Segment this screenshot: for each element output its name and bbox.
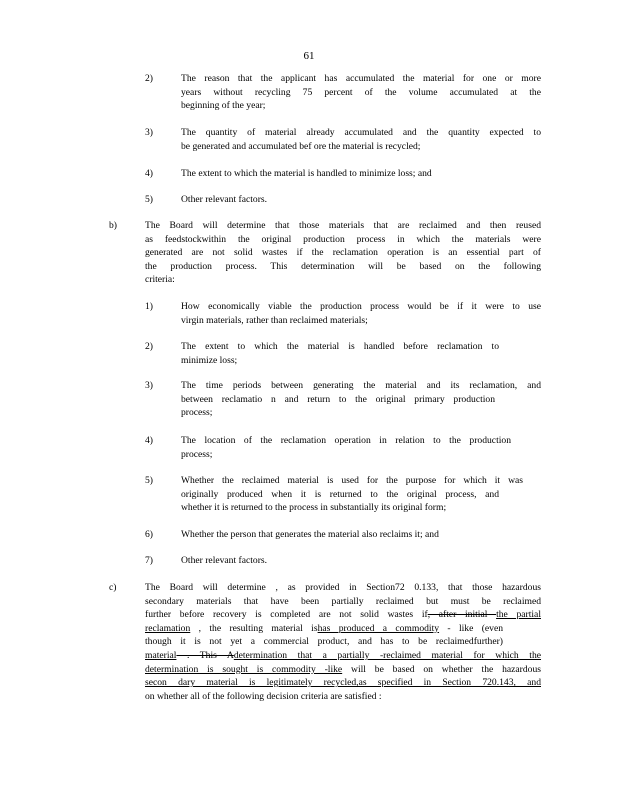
plain-text: , the resulting material is bbox=[190, 622, 318, 634]
text-line: The reason that the applicant has accumulated the material for one or more bbox=[181, 73, 541, 84]
inserted-text: determination that a partially -reclaimed material for which the bbox=[233, 649, 542, 661]
item-number: 4) bbox=[145, 435, 153, 446]
text-line: between reclamatio n and return to the original primary production bbox=[181, 393, 495, 405]
item-number: 2) bbox=[145, 73, 153, 84]
text-line: though it is not yet a commercial product, and has to be reclaimedfurther) bbox=[145, 636, 503, 648]
item-text bbox=[181, 528, 541, 542]
item-text bbox=[181, 474, 541, 515]
item-number: 6) bbox=[145, 529, 153, 540]
inserted-text: reclamation bbox=[145, 622, 191, 634]
text-line: secon dary material is legitimately recycled,as specified in Section 720.143, and bbox=[145, 677, 541, 689]
text-line: on whether all of the following decision criteria are satisfied : bbox=[145, 690, 382, 702]
text-line: criteria: bbox=[145, 274, 175, 286]
item-text bbox=[181, 193, 541, 207]
deleted-text: , after initial bbox=[427, 609, 497, 621]
text-line: generated are not solid wastes if the reclamation operation is an essential part of bbox=[145, 247, 541, 259]
text-line: Other relevant factors. bbox=[181, 194, 268, 205]
inserted-text: material bbox=[145, 649, 177, 661]
text-line: The extent to which the material is handled before reclamation to bbox=[181, 341, 499, 352]
item-text bbox=[181, 126, 541, 153]
plain-text: - like (even bbox=[439, 622, 503, 634]
plain-text: further before recovery is completed are not solid wastes if bbox=[145, 609, 428, 621]
text-line: minimize loss; bbox=[181, 354, 238, 366]
text-line: Whether the person that generates the material also reclaims it; and bbox=[181, 529, 439, 540]
text-line bbox=[145, 608, 541, 622]
section-text bbox=[145, 219, 541, 287]
section-text bbox=[145, 581, 541, 703]
text-line: secondary materials that have been partially reclaimed but must be reclaimed bbox=[145, 595, 541, 607]
text-line: The quantity of material already accumulated and the quantity expected to bbox=[181, 127, 541, 138]
text-line: The Board will determine that those materials that are reclaimed and then reused bbox=[145, 220, 541, 231]
text-line: virgin materials, rather than reclaimed materials; bbox=[181, 314, 368, 326]
text-line: The Board will determine , as provided in Section72 0.133, that those hazardous bbox=[145, 582, 541, 593]
item-number: 7) bbox=[145, 555, 153, 566]
text-line: Other relevant factors. bbox=[181, 555, 268, 566]
section-letter: b) bbox=[109, 220, 117, 231]
text-line: be generated and accumulated bef ore the material is recycled; bbox=[181, 140, 421, 152]
item-number: 1) bbox=[145, 301, 153, 312]
item-text bbox=[181, 72, 541, 113]
page-number: 61 bbox=[303, 50, 315, 62]
text-line: Whether the reclaimed material is used for the purpose for which it was bbox=[181, 475, 523, 486]
text-line bbox=[145, 663, 541, 677]
deleted-text: . This A bbox=[176, 649, 234, 661]
text-line bbox=[145, 622, 503, 636]
text-line: beginning of the year; bbox=[181, 100, 266, 112]
inserted-text: the partial bbox=[496, 609, 541, 621]
item-number: 5) bbox=[145, 475, 153, 486]
item-number: 3) bbox=[145, 127, 153, 138]
item-number: 5) bbox=[145, 194, 153, 205]
text-line bbox=[145, 649, 541, 663]
inserted-text: has produced a commodity bbox=[317, 622, 440, 634]
text-line: the production process. This determination will be based on the following bbox=[145, 260, 541, 272]
item-number: 4) bbox=[145, 168, 153, 179]
inserted-text: determination is sought is commodity -like bbox=[145, 663, 343, 675]
text-line: years without recycling 75 percent of the volume accumulated at the bbox=[181, 86, 541, 98]
plain-text: will be based on whether the hazardous bbox=[342, 663, 541, 675]
item-text bbox=[181, 167, 541, 181]
item-text bbox=[181, 379, 541, 420]
item-number: 3) bbox=[145, 380, 153, 391]
text-line: The time periods between generating the material and its reclamation, and bbox=[181, 380, 541, 391]
text-line: How economically viable the production process would be if it were to use bbox=[181, 301, 541, 312]
item-text bbox=[181, 340, 541, 367]
text-line: process; bbox=[181, 407, 213, 419]
text-line: as feedstockwithin the original production process in which the materials were bbox=[145, 233, 541, 245]
text-line: The location of the reclamation operation in relation to the production bbox=[181, 435, 511, 446]
text-line: whether it is returned to the process in substantially its original form; bbox=[181, 502, 447, 514]
section-letter: c) bbox=[109, 582, 117, 593]
text-line: The extent to which the material is handled to minimize loss; and bbox=[181, 168, 432, 179]
item-text bbox=[181, 554, 541, 568]
text-line: process; bbox=[181, 448, 213, 460]
item-text bbox=[181, 300, 541, 327]
item-number: 2) bbox=[145, 341, 153, 352]
item-text bbox=[181, 434, 541, 461]
text-line: originally produced when it is returned to the original process, and bbox=[181, 488, 499, 500]
